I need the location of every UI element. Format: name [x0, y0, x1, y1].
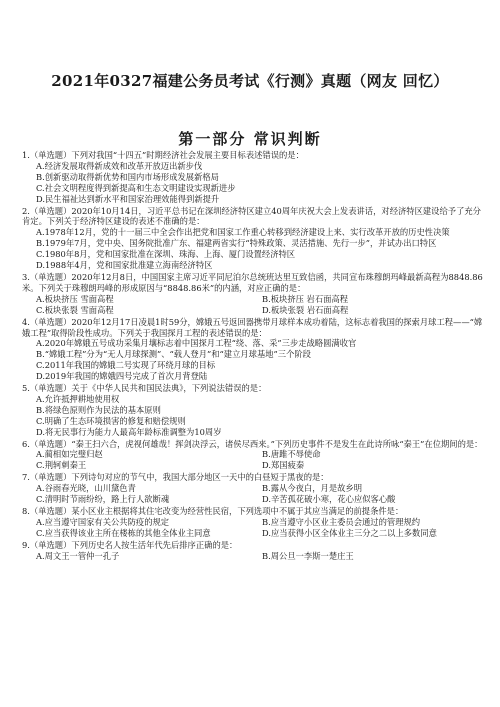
question-option: D.应当获得小区全体业主三分之二以上多数同意	[262, 527, 437, 538]
question-list	[22, 150, 488, 563]
question-option: A.周文王一管仲一孔子	[36, 550, 120, 561]
question-option: D.1988年4月，党和国家批准建立海南经济特区	[36, 260, 213, 271]
option-row	[22, 528, 488, 539]
question-option: B.1979年7月，党中央、国务院批准广东、福建两省实行“特殊政策、灵活措施、先行一步”，并试办出口特区	[36, 238, 437, 249]
question-option: C.应当获得该业主所在楼栋的其他全体业主同意	[36, 527, 211, 538]
question-stem: 5.（单选题）关于《中华人民共和国民法典》，下列说法错误的是：	[22, 383, 267, 394]
question-option: A.2020年嫦娥五号成功采集月壤标志着中国探月工程“绕、落、采”三步走战略圆满收官	[36, 338, 357, 349]
question-option: D.2019年我国的嫦娥四号完成了首次月背登陆	[36, 371, 208, 382]
option-row	[22, 517, 488, 528]
question-option: A.板块挤压 雪面高程	[36, 293, 114, 304]
question-option: B.板块挤压 岩石面高程	[262, 293, 349, 304]
question-option: D.郑国疲秦	[262, 460, 305, 471]
question-option: A.谷雨春光晓，山川黛色青	[36, 483, 136, 494]
question-item	[22, 540, 488, 562]
question-option: B.唐雎不辱使命	[262, 449, 321, 460]
question-item	[22, 150, 488, 205]
question-option: A.蔺相如完璧归赵	[36, 449, 103, 460]
question-item	[22, 439, 488, 472]
option-row	[22, 294, 488, 305]
question-option: D.民生福祉达到新水平和国家治理效能得到新提升	[36, 193, 220, 204]
document-title: 2021年0327福建公务员考试《行测》真题（网友 回忆）	[51, 72, 449, 90]
option-row	[22, 483, 488, 494]
question-stem: 2.（单选题）2020年10月14日，习近平总书记在深圳经济特区建立40周年庆祝大会上发表讲话，对经济特区建设给予了充分肯定。下列关于经济特区建设的表述不准确的是：	[22, 205, 481, 227]
question-option: B.将绿色原则作为民法的基本原则	[36, 404, 161, 415]
question-option: A.应当遵守国家有关公共防疫的规定	[36, 516, 170, 527]
question-option: B.露从今夜白，月是故乡明	[262, 483, 363, 494]
question-option: D.板块张裂 岩石面高程	[262, 304, 349, 315]
question-stem: 1.（单选题）下列对我国“十四五”时期经济社会发展主要目标表述错误的是：	[22, 150, 304, 160]
question-item	[22, 206, 488, 271]
question-stem: 4.（单选题）2020年12月17日凌晨1时59分，嫦娥五号返回器携带月球样本成功着陆，这标志着我国的探索月球工程——“嫦娥工程”取得阶段性成功。下列关于我国探月工程的表述错误的是：	[22, 316, 483, 338]
question-option: B.周公旦一李斯一楚庄王	[262, 550, 354, 561]
question-option: B.创新驱动取得新优势和国内市场形成发展新格局	[36, 171, 219, 182]
question-option: C.1980年8月，党和国家批准在深圳、珠海、上海、厦门设置经济特区	[36, 249, 296, 260]
question-stem: 7.（单选题）下列诗句对应的节气中，我国大部分地区一天中的白昼短于黑夜的是：	[22, 472, 329, 483]
option-row	[22, 460, 488, 471]
question-stem: 6.（单选题）“秦王扫六合，虎视何雄哉！挥剑决浮云，诸侯尽西来。”下列历史事件不是发生在此诗所咏“秦王”在位期间的是：	[22, 438, 483, 449]
question-option: A.1978年12月，党的十一届三中全会作出把党和国家工作重心转移到经济建设上来、实行改革开放的历史性决策	[36, 227, 450, 238]
question-option: C.2011年我国的嫦娥二号实现了环绕月球的目标	[36, 360, 216, 371]
question-option: D.将无民事行为能力人最高年龄标准调整为10周岁	[36, 426, 222, 437]
question-item	[22, 383, 488, 438]
question-item	[22, 506, 488, 539]
question-option: C.明确了生态环境损害的修复和赔偿规则	[36, 415, 186, 426]
question-item	[22, 272, 488, 316]
question-option: C.清明时节雨纷纷，路上行人欲断魂	[36, 494, 170, 505]
question-item	[22, 317, 488, 382]
question-option: D.辛苦孤花破小寒，花心应似客心酸	[262, 494, 396, 505]
question-option: C.荆轲刺秦王	[36, 460, 87, 471]
option-row	[22, 551, 488, 562]
question-stem: 9.（单选题）下列历史名人按生活年代先后排序正确的是：	[22, 539, 238, 550]
section-heading: 第一部分 常识判断	[178, 130, 322, 148]
option-row	[22, 449, 488, 460]
question-option: A.允许抵押耕地使用权	[36, 393, 120, 404]
question-option: B.“嫦娥工程”分为“无人月球探测”、“载人登月”和“建立月球基地”三个阶段	[36, 349, 311, 360]
option-row	[22, 305, 488, 316]
question-option: A.经济发展取得新成效和改革开放迈出新步伐	[36, 160, 203, 171]
option-row	[22, 494, 488, 505]
question-stem: 3.（单选题）2020年12月8日，中国国家主席习近平同尼泊尔总统班达里互致信函，共同宣布珠穆朗玛峰最新高程为8848.86米。下列关于珠穆朗玛峰的形成原因与“8848.86米”的内涵，对应正确的是：	[22, 271, 483, 293]
question-item	[22, 472, 488, 505]
question-option: B.应当遵守小区业主委员会通过的管理规约	[262, 516, 421, 527]
question-option: C.社会文明程度得到新提高和生态文明建设实现新进步	[36, 182, 236, 193]
question-option: C.板块张裂 雪面高程	[36, 304, 114, 315]
question-stem: 8.（单选题）某小区业主根据将其住宅改变为经营性民宿，下列选项中不属于其应当满足的前提条件是：	[22, 506, 404, 516]
